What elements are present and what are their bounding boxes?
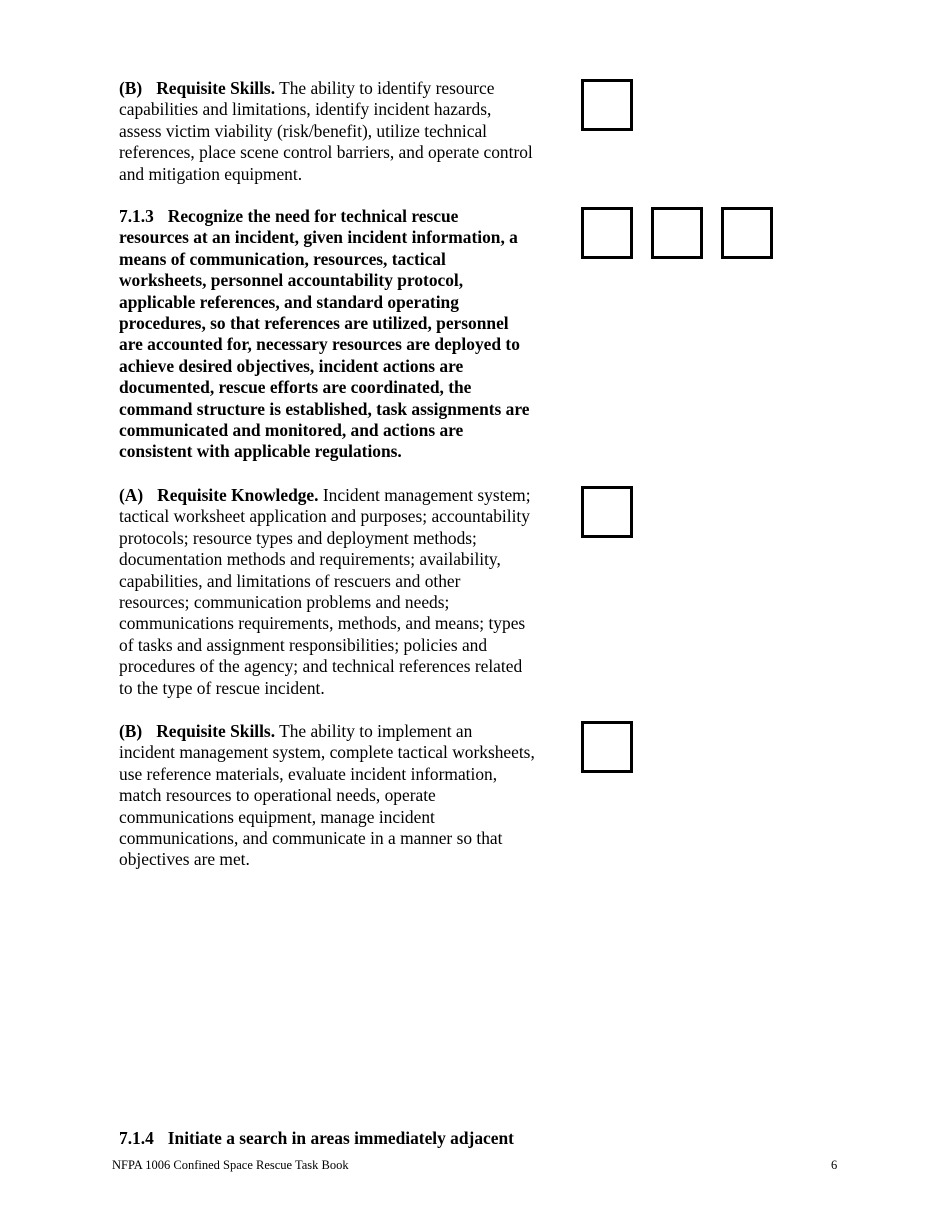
text-line: The ability to identify resource <box>279 78 495 98</box>
signoff-checkbox[interactable] <box>581 486 633 538</box>
text-line: command structure is established, task assignments are <box>119 398 530 419</box>
text-line: Incident management system; <box>322 485 531 505</box>
text-line: worksheets, personnel accountability protocol, <box>119 270 464 291</box>
jpr-number: 7.1.4 <box>119 1128 154 1148</box>
item-heading: Requisite Skills. <box>156 721 276 741</box>
signoff-checkbox[interactable] <box>651 207 703 259</box>
requisite-skills-paragraph-1 <box>119 78 569 185</box>
jpr-number: 7.1.3 <box>119 206 154 226</box>
item-heading: Requisite Knowledge. <box>157 485 319 505</box>
text-line: Initiate a search in areas immediately adjacent <box>167 1128 514 1148</box>
text-line: documentation methods and requirements; availability, <box>119 549 501 570</box>
jpr-7-1-3-paragraph <box>119 206 569 463</box>
text-line: assess victim viability (risk/benefit), utilize technical <box>119 120 487 141</box>
text-line: communications requirements, methods, and means; types <box>119 613 526 634</box>
text-line: protocols; resource types and deployment methods; <box>119 527 477 548</box>
item-marker: (A) <box>119 485 144 505</box>
text-line: tactical worksheet application and purposes; accountability <box>119 506 530 527</box>
text-line: use reference materials, evaluate incident information, <box>119 763 498 784</box>
text-line: communicated and monitored, and actions are <box>119 420 464 441</box>
signoff-checkbox[interactable] <box>581 79 633 131</box>
text-line: means of communication, resources, tactical <box>119 248 446 269</box>
text-line: resources; communication problems and needs; <box>119 592 450 613</box>
text-line: objectives are met. <box>119 849 250 870</box>
text-line: communications equipment, manage incident <box>119 806 435 827</box>
text-line: procedures, so that references are utilized, personnel <box>119 313 509 334</box>
text-line: applicable references, and standard operating <box>119 291 459 312</box>
text-line: resources at an incident, given incident information, a <box>119 227 518 248</box>
text-line: capabilities and limitations, identify incident hazards, <box>119 99 492 120</box>
text-line: procedures of the agency; and technical references related <box>119 656 523 677</box>
text-line: incident management system, complete tactical worksheets, <box>119 742 535 763</box>
item-marker: (B) <box>119 78 143 98</box>
text-line: Recognize the need for technical rescue <box>167 206 459 226</box>
requisite-knowledge-paragraph <box>119 485 569 699</box>
signoff-checkbox[interactable] <box>581 721 633 773</box>
text-line: match resources to operational needs, operate <box>119 785 436 806</box>
text-line: and mitigation equipment. <box>119 163 303 184</box>
signoff-checkbox[interactable] <box>721 207 773 259</box>
item-marker: (B) <box>119 721 143 741</box>
text-line: The ability to implement an <box>279 721 473 741</box>
text-line: to the type of rescue incident. <box>119 677 325 698</box>
item-heading: Requisite Skills. <box>156 78 276 98</box>
signoff-checkbox[interactable] <box>581 207 633 259</box>
text-line: are accounted for, necessary resources are deployed to <box>119 334 520 355</box>
text-line: communications, and communicate in a manner so that <box>119 828 503 849</box>
text-line: of tasks and assignment responsibilities; policies and <box>119 634 488 655</box>
footer-title: NFPA 1006 Confined Space Rescue Task Book <box>112 1158 349 1172</box>
text-line: achieve desired objectives, incident actions are <box>119 355 464 376</box>
text-line: consistent with applicable regulations. <box>119 441 402 462</box>
jpr-7-1-4-paragraph <box>119 1128 569 1149</box>
requisite-skills-paragraph-2 <box>119 721 569 871</box>
page-number: 6 <box>831 1158 838 1172</box>
text-line: documented, rescue efforts are coordinated, the <box>119 377 472 398</box>
text-line: capabilities, and limitations of rescuers and other <box>119 570 461 591</box>
text-line: references, place scene control barriers, and operate control <box>119 142 533 163</box>
